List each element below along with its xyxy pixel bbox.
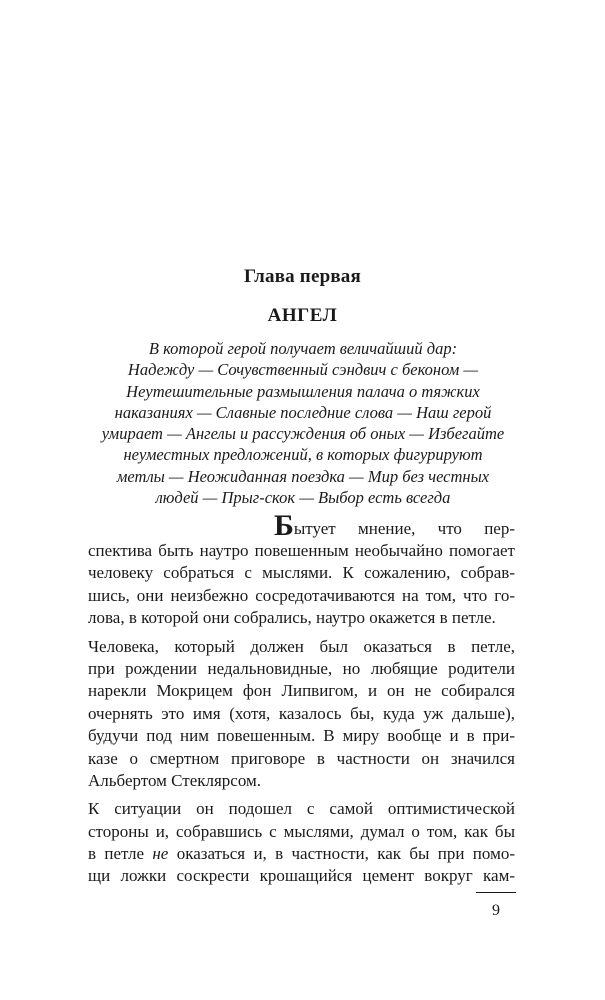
text-fragment: оказаться и, в частности, как бы при помо-	[168, 844, 515, 864]
epigraph-line: наказаниях — Славные последние слова — Наш герой	[114, 402, 492, 422]
text-line: спектива быть наутро повешенным необычайно помогает	[88, 541, 515, 560]
text-line: будучи под ним повешенным. В миру вообще и в при-	[88, 726, 515, 746]
text-line: нарекли Мокрицем фон Липвигом, и он не собирался	[88, 681, 515, 701]
text-line: шись, они неизбежно сосредотачиваются на том, что го-	[88, 585, 515, 605]
text-line: казе о смертном приговоре в частности он значился	[88, 748, 515, 768]
epigraph-line: умирает — Ангелы и рассуждения об оных — Избегайте	[101, 424, 505, 444]
body-text	[88, 509, 515, 888]
epigraph-line: Неутешительные размышления палача о тяжких	[126, 381, 480, 401]
text-line: щи ложки соскрести крошащийся цемент вокруг кам-	[88, 866, 515, 886]
chapter-title: АНГЕЛ	[267, 305, 338, 326]
text-line	[88, 843, 515, 865]
italic-emphasis: не	[152, 844, 169, 864]
text-line: стороны и, собравшись с мыслями, думал о том, как бы	[88, 821, 515, 841]
chapter-label: Глава первая	[243, 266, 361, 287]
text-line: лова, в которой они собрались, наутро окажется в петле.	[88, 608, 496, 628]
text-line: Альбертом Стеклярсом.	[88, 770, 262, 790]
text-line: К ситуации он подошел с самой оптимистической	[88, 799, 515, 819]
text-line: человеку собраться с мыслями. К сожалению, собрав-	[88, 563, 515, 583]
text-line: очернять это имя (хотя, казалось бы, куда уж дальше),	[88, 703, 515, 723]
chapter-epigraph	[93, 338, 513, 508]
epigraph-line: Надежду — Сочувственный сэндвич с беконом —	[127, 360, 479, 380]
text-fragment: в петле	[88, 844, 153, 864]
footer-rule	[476, 892, 516, 893]
text-line: при рождении недальновидные, но любящие родители	[88, 658, 515, 678]
text-line: Человека, который должен был оказаться в петле,	[88, 636, 515, 656]
epigraph-line: метлы — Неожиданная поездка — Мир без честных	[116, 466, 490, 486]
epigraph-line: людей — Прыг-скок — Выбор есть всегда	[155, 488, 451, 508]
drop-cap: Б	[274, 509, 294, 542]
page-number: 9	[492, 902, 500, 919]
paragraph-1-first-line	[88, 509, 515, 542]
epigraph-line: неуместных предложений, в которых фигурируют	[123, 445, 483, 465]
epigraph-line: В которой герой получает величайший дар:	[148, 339, 458, 358]
text-line: ытует мнение, что пер-	[293, 518, 515, 538]
